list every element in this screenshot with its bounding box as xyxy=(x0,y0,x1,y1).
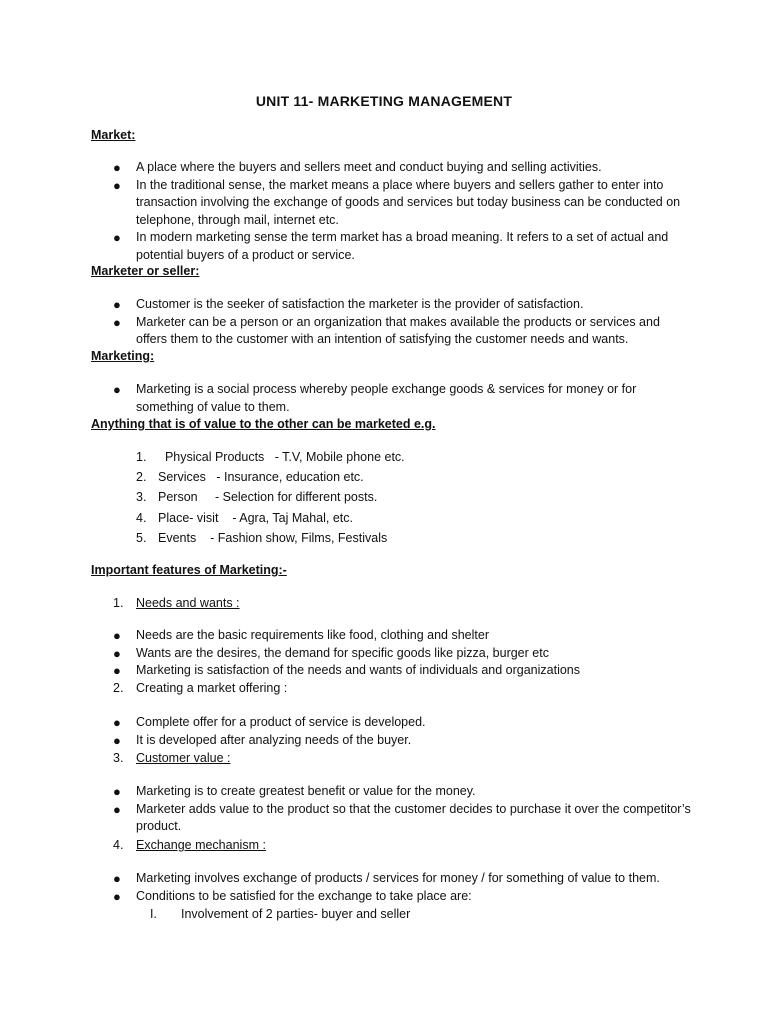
bullet-icon: ● xyxy=(113,297,121,312)
list-item: ● Complete offer for a product of service is developed. xyxy=(113,715,426,730)
seller-list xyxy=(113,296,693,349)
market-list xyxy=(113,159,693,264)
bullet-icon: ● xyxy=(113,888,121,904)
bullet-icon: ● xyxy=(113,230,121,245)
list-item: ● Marketer adds value to the product so that the customer decides to purchase it over the competitor’s product. xyxy=(113,801,691,833)
list-item: 5. Events - Fashion show, Films, Festivals xyxy=(136,530,388,545)
list-item: ● A place where the buyers and sellers meet and conduct buying and selling activities. xyxy=(113,160,602,175)
bullet-icon: ● xyxy=(113,871,121,886)
bullet-icon: ● xyxy=(113,177,121,193)
marketable-list xyxy=(136,447,405,548)
bullet-icon: ● xyxy=(113,382,121,397)
list-item: ● Wants are the desires, the demand for specific goods like pizza, burger etc xyxy=(113,645,549,661)
needs-subheading: 1. Needs and wants : xyxy=(113,596,240,610)
bullet-icon: ● xyxy=(113,160,121,175)
value-subheading: 3. Customer value : xyxy=(113,751,231,765)
seller-heading: Marketer or seller: xyxy=(91,264,200,278)
exchange-sublist-item: I. Involvement of 2 parties- buyer and seller xyxy=(150,907,411,921)
bullet-icon: ● xyxy=(113,645,121,661)
page-title: UNIT 11- MARKETING MANAGEMENT xyxy=(255,93,513,109)
list-item: ● Marketing is satisfaction of the needs and wants of individuals and organizations xyxy=(113,663,581,678)
marketing-list xyxy=(113,381,693,416)
needs-list xyxy=(113,627,693,680)
list-item: 3. Person - Selection for different posts. xyxy=(136,490,378,505)
bullet-icon: ● xyxy=(113,628,121,643)
offering-subheading: 2. Creating a market offering : xyxy=(113,681,288,695)
bullet-icon: ● xyxy=(113,314,121,330)
bullet-icon: ● xyxy=(113,801,121,817)
marketable-heading: Anything that is of value to the other can be marketed e.g. xyxy=(91,417,436,431)
list-item: 2. Services - Insurance, education etc. xyxy=(136,470,364,485)
market-heading: Market: xyxy=(91,128,136,142)
value-list xyxy=(113,783,693,836)
bullet-icon: ● xyxy=(113,784,121,799)
list-item: ● It is developed after analyzing needs of the buyer. xyxy=(113,732,412,748)
list-item: ● Customer is the seeker of satisfaction the marketer is the provider of satisfaction. xyxy=(113,297,584,312)
exchange-list xyxy=(113,870,693,905)
exchange-subheading: 4. Exchange mechanism : xyxy=(113,838,266,852)
bullet-icon: ● xyxy=(113,732,121,748)
features-heading: Important features of Marketing:- xyxy=(91,563,287,577)
marketing-heading: Marketing: xyxy=(91,349,155,363)
list-item: 1. Physical Products - T.V, Mobile phone etc. xyxy=(136,450,405,464)
list-item: ● Marketing is to create greatest benefit or value for the money. xyxy=(113,784,476,799)
bullet-icon: ● xyxy=(113,715,121,730)
bullet-icon: ● xyxy=(113,663,121,678)
list-item: 4. Place- visit - Agra, Taj Mahal, etc. xyxy=(136,510,353,525)
list-item: ● Conditions to be satisfied for the exchange to take place are: xyxy=(113,888,472,904)
list-item: ● Marketer can be a person or an organization that makes available the products or services and offers them to the customer with an intention of satisfying the customer needs and wants. xyxy=(113,314,660,346)
list-item: ● In the traditional sense, the market means a place where buyers and sellers gather to enter into transaction involving the exchange of goods and services but today business can be conducted on telephone, through mail, internet etc. xyxy=(113,177,681,227)
list-item: ● In modern marketing sense the term market has a broad meaning. It refers to a set of actual and potential buyers of a product or service. xyxy=(113,230,669,262)
list-item: ● Needs are the basic requirements like food, clothing and shelter xyxy=(113,628,489,643)
offering-list xyxy=(113,714,693,749)
list-item: ● Marketing is a social process whereby people exchange goods & services for money or for something of value to them. xyxy=(113,382,637,414)
list-item: ● Marketing involves exchange of products / services for money / for something of value to them. xyxy=(113,871,660,886)
